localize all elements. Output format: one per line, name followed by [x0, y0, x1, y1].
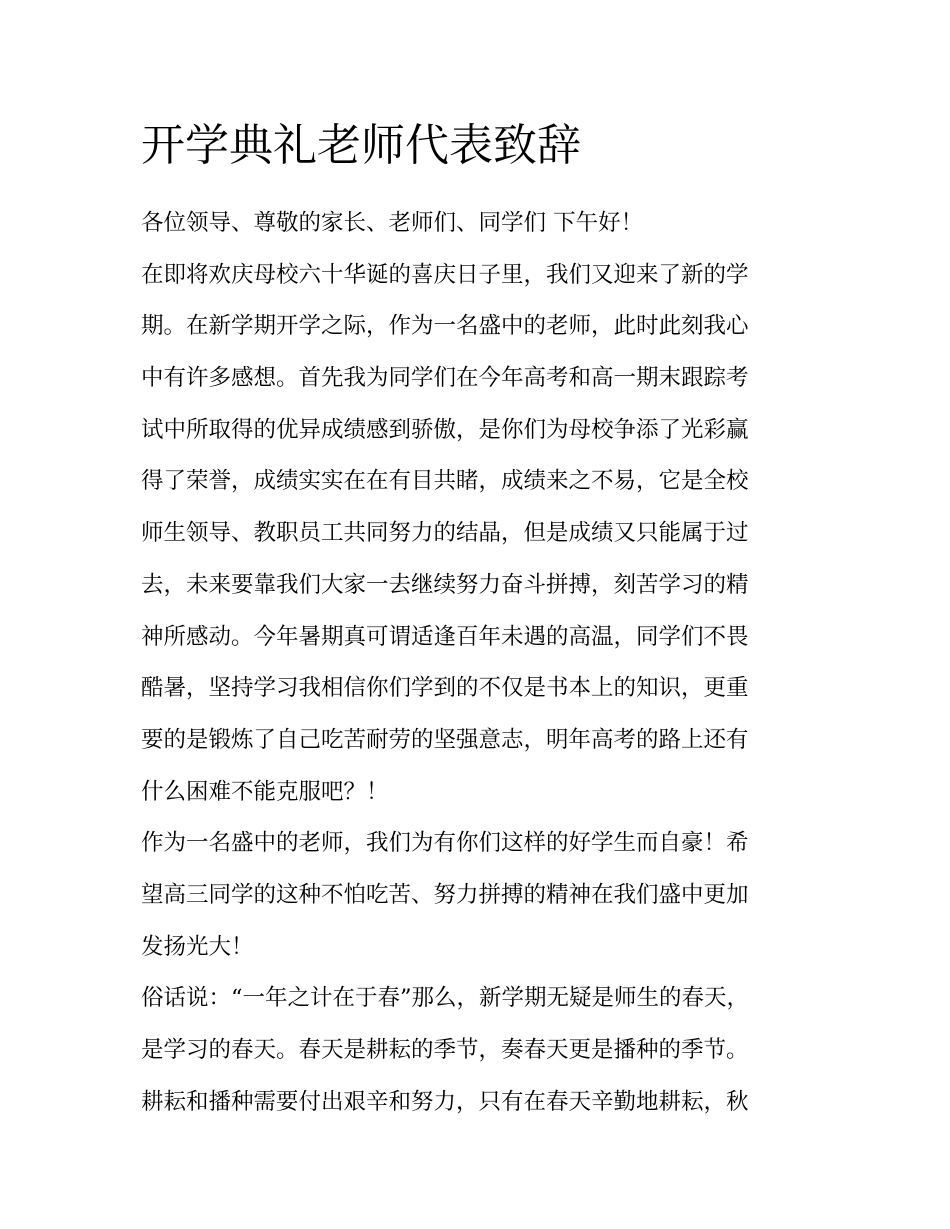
text-line: 神所感动。今年暑期真可谓适逢百年未遇的高温，同学们不畏: [141, 623, 749, 650]
text-line-greeting: 各位领导、尊敬的家长、老师们、同学们 下午好！: [141, 210, 644, 236]
text-line: 要的是锻炼了自己吃苦耐劳的坚强意志，明年高考的路上还有: [141, 726, 749, 753]
text-line: 望高三同学的这种不怕吃苦、努力拼搏的精神在我们盛中更加: [141, 881, 749, 908]
text-line: 去，未来要靠我们大家一去继续努力奋斗拼搏，刻苦学习的精: [141, 571, 749, 598]
text-line: 师生领导、教职员工共同努力的结晶，但是成绩又只能属于过: [141, 520, 749, 547]
text-line: 得了荣誉，成绩实实在在有目共睹，成绩来之不易，它是全校: [141, 468, 749, 495]
text-line: 期。在新学期开学之际，作为一名盛中的老师，此时此刻我心: [141, 313, 749, 340]
text-line: 什么困难不能克服吧？！: [141, 778, 389, 805]
text-line: 俗话说：“一年之计在于春”那么，新学期无疑是师生的春天，: [141, 985, 750, 1012]
text-line: 是学习的春天。春天是耕耘的季节，奏春天更是播种的季节。: [141, 1037, 749, 1063]
text-line: 中有许多感想。首先我为同学们在今年高考和高一期末跟踪考: [141, 365, 749, 392]
text-line: 作为一名盛中的老师，我们为有你们这样的好学生而自豪！希: [141, 830, 749, 857]
text-line: 酷暑，坚持学习我相信你们学到的不仅是书本上的知识，更重: [141, 675, 749, 702]
text-line: 在即将欢庆母校六十华诞的喜庆日子里，我们又迎来了新的学: [141, 261, 749, 288]
document-title: 开学典礼老师代表致辞: [141, 120, 581, 171]
text-line: 试中所取得的优异成绩感到骄傲，是你们为母校争添了光彩赢: [141, 416, 749, 443]
document-body: [141, 198, 821, 1128]
text-line: 耕耘和播种需要付出艰辛和努力，只有在春天辛勤地耕耘，秋: [141, 1088, 749, 1115]
text-line: 发扬光大！: [141, 933, 254, 960]
